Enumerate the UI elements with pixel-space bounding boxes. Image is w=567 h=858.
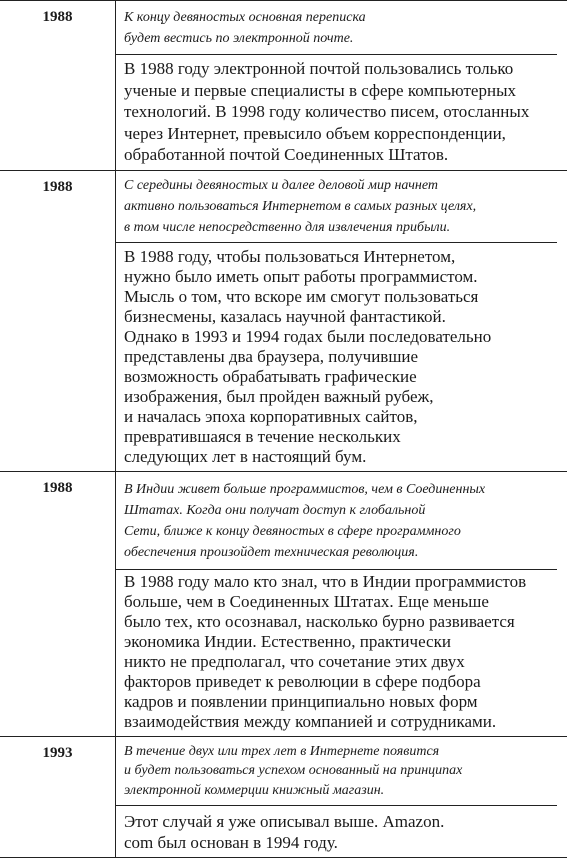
prediction-text: К концу девяностых основная переписка будет вестись по электронной почте. xyxy=(116,1,557,55)
table-row xyxy=(0,170,567,471)
table-row xyxy=(0,736,567,858)
table-row xyxy=(0,471,567,736)
year-cell: 1993 xyxy=(0,736,116,858)
comment-text: Этот случай я уже описывал выше. Amazon. com был основан в 1994 году. xyxy=(116,806,557,857)
comment-text: В 1988 году, чтобы пользоваться Интернетом, нужно было иметь опыт работы программистом. Мысль о том, что вскоре им смогут пользоваться бизнесмены, казалась научной фантастикой. Однако в 1993 и 1994 годах были последовательно представлены два браузера, получившие возможность обрабатывать графические изображения, был пройден важный рубеж, и началась эпоха корпоративных сайтов, превратившаяся в течение нескольких следующих лет в настоящий бум. xyxy=(116,243,557,471)
content-cell xyxy=(116,170,567,471)
year-cell: 1988 xyxy=(0,471,116,736)
prediction-text: В Индии живет больше программистов, чем в Соединенных Штатах. Когда они получат доступ к глобальной Сети, ближе к концу девяностых в сфере программного обеспечения произойдет техническая революция. xyxy=(116,472,557,570)
content-cell xyxy=(116,736,567,858)
content-cell xyxy=(116,471,567,736)
year-cell: 1988 xyxy=(0,1,116,171)
prediction-text: С середины девяностых и далее деловой мир начнет активно пользоваться Интернетом в самых разных целях, в том числе непосредственно для извлечения прибыли. xyxy=(116,171,557,243)
content-cell xyxy=(116,1,567,171)
comment-text: В 1988 году электронной почтой пользовались только ученые и первые специалисты в сфере компьютерных технологий. В 1998 году количество писем, отосланных через Интернет, превысило объем корреспонденции, обработанной почтой Соединенных Штатов. xyxy=(116,55,557,170)
prediction-text: В течение двух или трех лет в Интернете появится и будет пользоваться успехом основанный на принципах электронной коммерции книжный магазин. xyxy=(116,737,557,807)
comment-text: В 1988 году мало кто знал, что в Индии программистов больше, чем в Соединенных Штатах. Еще меньше было тех, кто осознавал, насколько бурно развивается экономика Индии. Естественно, практически никто не предполагал, что сочетание этих двух факторов приведет к революции в сфере подбора кадров и появлении принципиально новых форм взаимодействия между компанией и сотрудниками. xyxy=(116,570,557,736)
table-row xyxy=(0,1,567,171)
year-cell: 1988 xyxy=(0,170,116,471)
